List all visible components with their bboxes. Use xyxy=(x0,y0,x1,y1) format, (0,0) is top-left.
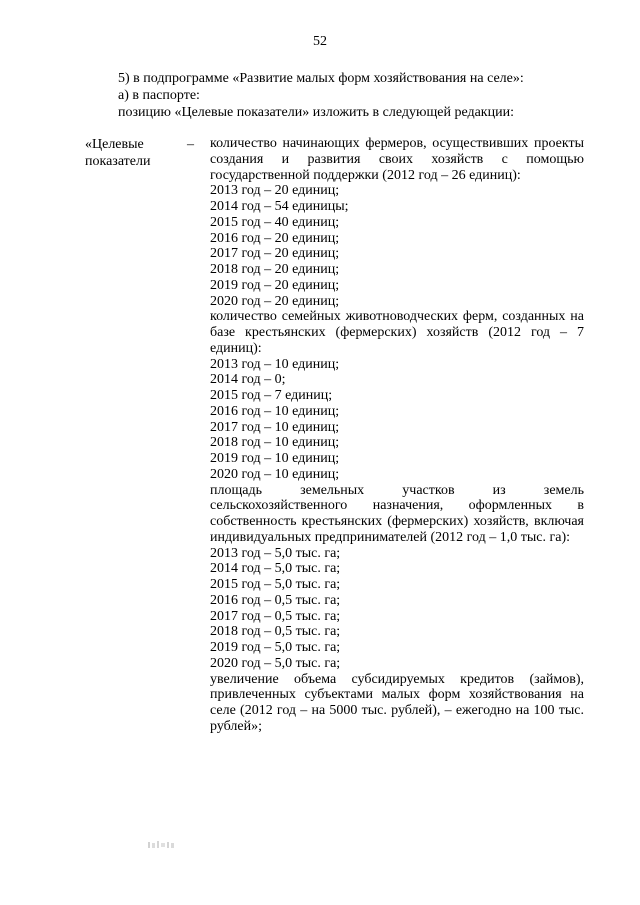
farmers-year-2016: 2016 год – 20 единиц; xyxy=(210,230,340,246)
land-year-2013: 2013 год – 5,0 тыс. га; xyxy=(210,545,341,561)
intro-passport-line: а) в паспорте: xyxy=(118,88,200,103)
farmers-year-2017: 2017 год – 20 единиц; xyxy=(210,246,340,262)
land-description: площадь земельных участков из земель сельскохозяйственного назначения, оформленных в собственность крестьянских (фермерских) хозяйств, включая индивидуальных предпринимателей (2012 год – 1,0 тыс. га): xyxy=(210,482,584,545)
position-dash: – xyxy=(187,137,194,152)
credits-description: увеличение объема субсидируемых кредитов (займов), привлеченных субъектами малых форм хозяйствования на селе (2012 год – на 5000 тыс. рублей), – ежегодно на 100 тыс. рублей»; xyxy=(210,671,584,734)
livestock-description: количество семейных животноводческих ферм, созданных на базе крестьянских (фермерских) хозяйств (2012 год – 7 единиц): xyxy=(210,309,584,356)
livestock-year-2018: 2018 год – 10 единиц; xyxy=(210,435,340,451)
farmers-year-2013: 2013 год – 20 единиц; xyxy=(210,183,340,199)
farmers-year-2015: 2015 год – 40 единиц; xyxy=(210,214,340,230)
farmers-year-2014: 2014 год – 54 единицы; xyxy=(210,199,349,214)
position-label-line1: «Целевые xyxy=(85,137,144,152)
intro-subprogram-line: 5) в подпрограмме «Развитие малых форм хозяйствования на селе»: xyxy=(118,71,524,86)
land-year-2016: 2016 год – 0,5 тыс. га; xyxy=(210,592,341,608)
livestock-year-2019: 2019 год – 10 единиц; xyxy=(210,451,340,466)
farmers-description: количество начинающих фермеров, осуществивших проекты создания и развития своих хозяйств с помощью государственной поддержки (2012 год – 26 единиц): xyxy=(210,136,584,183)
farmers-year-2018: 2018 год – 20 единиц; xyxy=(210,262,340,277)
position-label xyxy=(85,136,151,170)
land-year-2017: 2017 год – 0,5 тыс. га; xyxy=(210,608,341,624)
land-year-2015: 2015 год – 5,0 тыс. га; xyxy=(210,577,341,592)
livestock-year-2016: 2016 год – 10 единиц; xyxy=(210,403,340,419)
position-label-line2: показатели xyxy=(85,154,151,169)
land-year-2014: 2014 год – 5,0 тыс. га; xyxy=(210,561,341,577)
land-year-2019: 2019 год – 5,0 тыс. га; xyxy=(210,640,341,655)
indicators-content xyxy=(210,136,584,735)
livestock-year-2013: 2013 год – 10 единиц; xyxy=(210,356,340,372)
livestock-year-2020: 2020 год – 10 единиц; xyxy=(210,466,340,482)
livestock-year-2014: 2014 год – 0; xyxy=(210,372,286,388)
livestock-year-2017: 2017 год – 10 единиц; xyxy=(210,419,340,435)
intro-position-line: позицию «Целевые показатели» изложить в следующей редакции: xyxy=(118,105,514,120)
land-year-2020: 2020 год – 5,0 тыс. га; xyxy=(210,655,341,671)
page-number: 52 xyxy=(313,34,327,49)
faint-stamp-mark xyxy=(146,839,178,851)
farmers-year-2020: 2020 год – 20 единиц; xyxy=(210,293,340,309)
farmers-year-2019: 2019 год – 20 единиц; xyxy=(210,277,340,293)
land-year-2018: 2018 год – 0,5 тыс. га; xyxy=(210,624,341,640)
livestock-year-2015: 2015 год – 7 единиц; xyxy=(210,388,333,403)
